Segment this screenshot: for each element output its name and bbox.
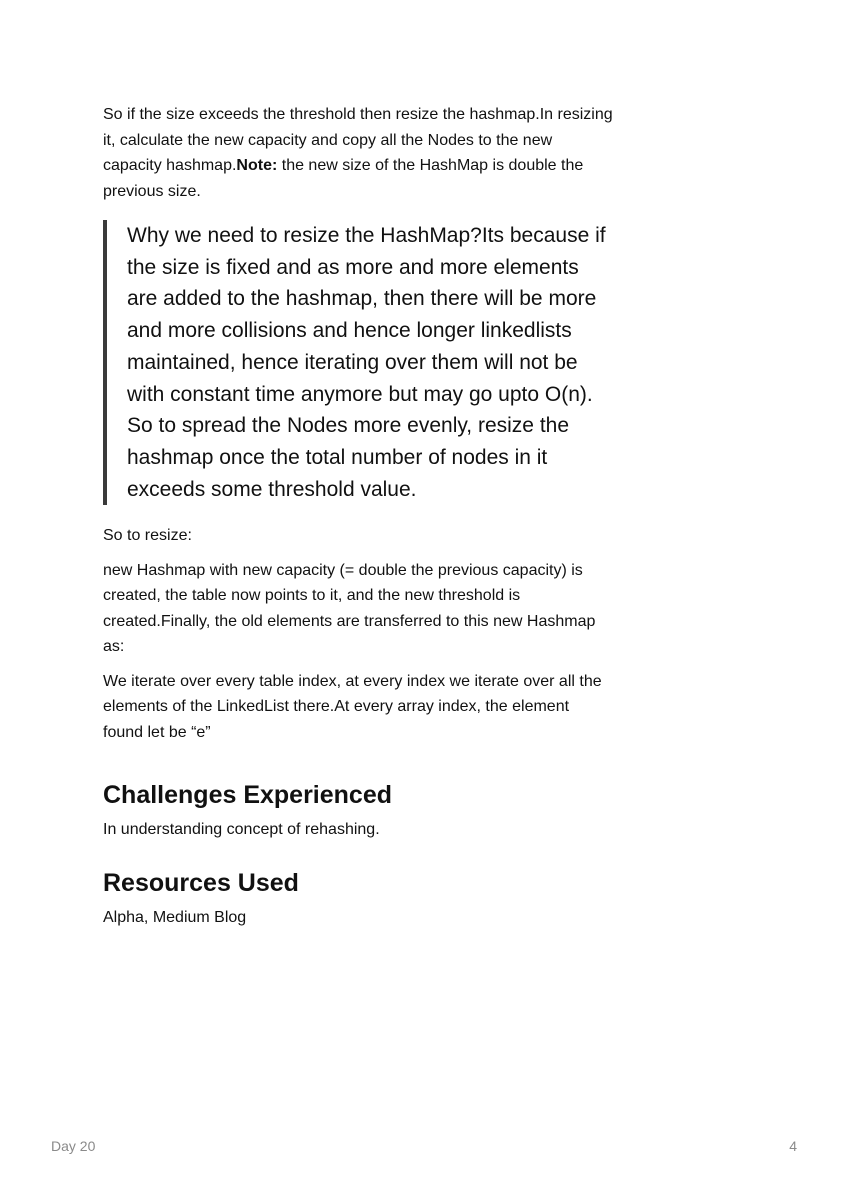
note-label: Note: — [236, 157, 278, 174]
page-content — [103, 102, 613, 939]
resize-paragraph-1: new Hashmap with new capacity (= double the previous capacity) is created, the table now points to it, and the new threshold is created.Finally, the old elements are transferred to this new Hashmap as: — [103, 561, 596, 656]
footer-day-label: Day 20 — [51, 1138, 96, 1154]
resize-paragraph-2: We iterate over every table index, at every index we iterate over all the elements of the LinkedList there.At every array index, the element found let be “e” — [103, 672, 602, 741]
challenges-heading: Challenges Experienced — [103, 781, 393, 810]
resize-lead: So to resize: — [103, 527, 192, 545]
intro-paragraph — [103, 102, 613, 204]
intro-text-part2: the new size of the HashMap is double the previous size. — [103, 157, 584, 200]
blockquote-text: Why we need to resize the HashMap?Its because if the size is fixed and as more and more elements are added to the hashmap, then there will be more and more collisions and hence longer linkedlists maintained, hence iterating over them will not be with constant time anymore but may go upto O(n). So to spread the Nodes more evenly, resize the hashmap once the total number of nodes in it exceeds some threshold value. — [127, 224, 606, 501]
intro-text-part1: So if the size exceeds the threshold then resize the hashmap.In resizing it, calculate the new capacity and copy all the Nodes to the new capacity hashmap. — [103, 106, 613, 174]
footer-page-number: 4 — [789, 1138, 797, 1154]
resources-text: Alpha, Medium Blog — [103, 908, 247, 926]
challenges-text: In understanding concept of rehashing. — [103, 821, 380, 839]
blockquote — [103, 220, 613, 505]
resources-heading: Resources Used — [103, 868, 299, 897]
